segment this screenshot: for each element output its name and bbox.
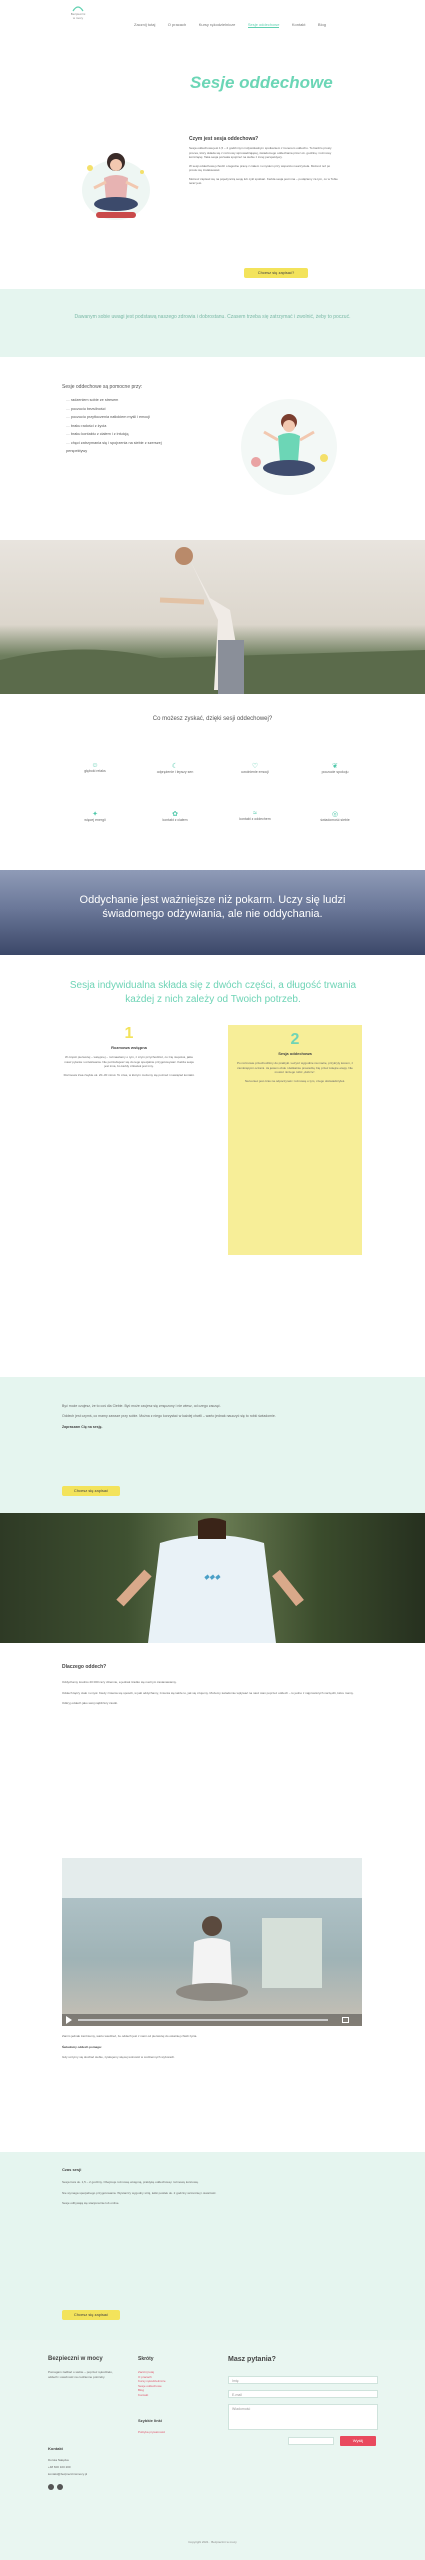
why-text [62, 1680, 364, 1706]
footer-links-title: Skróty [138, 2356, 154, 2362]
quote-text: Dawanym sobie uwagi jest podstawą naszego zdrowia i dobrostanu. Czasem trzeba się zatrzymać i zwolnić, żeby to poczuć. [74, 314, 351, 320]
benefit-item [140, 810, 210, 822]
nav-item-start[interactable]: Zacznij tutaj [134, 22, 156, 27]
relax-icon: ☺ [91, 762, 99, 769]
footer-privacy-link[interactable]: Polityka prywatności [138, 2430, 166, 2434]
body-icon: ✿ [172, 811, 178, 818]
benefit-item [300, 810, 370, 822]
page-title: Sesje oddechowe [190, 73, 333, 92]
why2-paragraph-2: Gdy uczymy się słuchać siebie, zyskujemy więcej wolności w codziennych wyborach. [62, 2055, 176, 2059]
hero-question: Czym jest sesja oddechowa? [189, 136, 259, 142]
benefit-item [60, 810, 130, 822]
benefit-label: uwolnienie emocji [241, 770, 269, 774]
footer-links [138, 2370, 166, 2397]
hero-illustration [80, 138, 152, 226]
video-thumbnail-icon [62, 1858, 362, 2026]
part-two-number: 2 [290, 1031, 300, 1048]
footer-contact-phone[interactable]: +48 600 100 200 [48, 2465, 71, 2469]
hero-paragraph-3: Możesz zapisać się na pojedynczą sesję lub cykl spotkań. Każda sesja jest inna – podążamy za tym, co w Tobie teraz jest. [189, 176, 338, 185]
top-nav [0, 0, 425, 26]
footer-contact-title: Kontakt [48, 2446, 63, 2451]
svg-text:◆◆◆: ◆◆◆ [203, 1574, 221, 1581]
name-field[interactable]: Imię [228, 2376, 378, 2384]
captcha-field[interactable] [288, 2437, 334, 2445]
footer-contact-email[interactable]: kontakt@bezpieczniwmocy.pl [48, 2472, 88, 2476]
part-one-text-2: Rozmowa trwa zwykle ok. 20–30 minut. To czas, w którym możemy się poznać i nawiązać kontakt. [63, 1072, 195, 1077]
benefit-label: świadomość siebie [320, 818, 350, 822]
instagram-icon[interactable] [57, 2484, 63, 2490]
mind-icon: ◎ [331, 811, 339, 818]
moon-icon: ☾ [171, 763, 179, 770]
footer-link[interactable]: Zacznij tutaj [138, 2370, 155, 2374]
parts-headline: Sesja indywidualna składa się z dwóch części, a długość trwania każdej z nich zależy od Twoich potrzeb. [69, 980, 357, 1005]
footer-quicklinks-title: Szybkie linki [138, 2418, 163, 2423]
needs-item: — poczuciu bezsilności [66, 405, 176, 414]
part-two-title: Sesja oddechowa [278, 1051, 312, 1056]
time-paragraph-2: Nie wymaga specjalnego przygotowania. Wystarczy wygodny strój, lekki posiłek ok. 2 godziny wcześniej i otwartość. [62, 2190, 217, 2195]
heart-icon: ♡ [251, 763, 259, 770]
message-field[interactable]: Wiadomość [228, 2404, 378, 2430]
meditation-video[interactable] [62, 1858, 362, 2026]
footer-link[interactable]: Kursy rękodzielnicze [138, 2379, 166, 2383]
needs-title: Sesje oddechowe są pomocne przy: [62, 384, 143, 390]
hero-paragraph-1: Sesja oddechowa jest 1,5 – 2 godzinnym indywidualnym spotkaniem z trenerem oddechu. To bardzo prosty proces, który składa się z rozmowy wprowadzającej, świadomego oddechania przez ok. godzinę i rozmowy kończącej. Taka sesja pozwala spojrzeć na siebie z innej perspektywy. [189, 146, 332, 159]
meditating-woman-icon [80, 138, 152, 226]
nav-menu [134, 13, 334, 31]
part-two-text: Po rozmowie przechodzimy do praktyki. Leżysz wygodnie na macie, przykryty kocem, z zamkniętymi oczami. Ja jestem obok i delikatnie prowadzę Cię przez kolejne etapy. Nie musisz niczego robić „dobrze”. [236, 1061, 354, 1074]
benefit-item [300, 762, 370, 774]
send-button[interactable]: Wyślij [340, 2436, 376, 2446]
invite-paragraph-1: Być może czujesz, że to coś dla Ciebie. Być może czujesz się zmęczony i nie wiesz, od czego zacząć. [62, 1404, 221, 1408]
shirt-back-icon [0, 1513, 425, 1643]
why-paragraph-1: Oddychamy średnio 20 000 razy dziennie, a jednak rzadko się nad tym zastanawiamy. [62, 1680, 177, 1684]
benefit-item [60, 762, 130, 773]
logo-text-bottom: w mocy [72, 16, 84, 20]
hero-text [189, 136, 339, 186]
benefit-label: kontakt z oddechem [239, 817, 271, 821]
why-more-text [62, 2034, 364, 2060]
why2-paragraph-1: Zanim jednak zaczniemy, warto wiedzieć, że oddech jest z nami od pierwszej do ostatniej chwili życia. [62, 2034, 198, 2038]
footer-link[interactable]: Blog [138, 2388, 145, 2392]
benefit-label: głęboki relaks [84, 769, 106, 773]
needs-item: — poczuciu przytłoczenia natłokiem myśli i emocji [66, 413, 176, 422]
play-icon[interactable] [66, 2016, 72, 2024]
footer-brand-title: Bezpieczni w mocy [48, 2356, 103, 2362]
logo-text-top: Bezpieczni [70, 12, 86, 16]
facebook-icon[interactable] [48, 2484, 54, 2490]
yoga-woman-icon [234, 392, 344, 502]
site-logo[interactable] [66, 5, 90, 21]
needs-item: — braku kontaktu z ciałem i z intuicją [66, 430, 176, 439]
part-one-title: Rozmowa wstępna [111, 1045, 147, 1050]
benefit-item [220, 810, 290, 821]
email-field[interactable]: E-mail [228, 2390, 378, 2398]
social-icons [48, 2484, 72, 2490]
video-progress-bar[interactable] [78, 2019, 328, 2021]
footer-contact-name: Dorota Nałęcka [48, 2458, 69, 2462]
benefit-label: odprężenie i lepszy sen [156, 770, 194, 774]
part-one-text: W części pierwszej – wstępnej – rozmawiamy o tym, z czym przychodzisz, co Cię niepokoi, jakie masz pytania i oczekiwania. Nie potrzebujesz się do tego specjalnie przygotowywać. Każda sesja jest inna, bo każdy człowiek jest inny. [64, 1055, 194, 1068]
why-paragraph-3: Odkryj oddech jako swój najbliższy zasób. [62, 1701, 119, 1705]
needs-item: — radzeniem sobie ze stresem [66, 396, 176, 405]
woman-silhouette-icon [0, 540, 425, 694]
logo-mark-icon [72, 5, 84, 12]
needs-illustration [234, 392, 344, 502]
why-title: Dlaczego oddech? [62, 1664, 107, 1670]
nav-item-works[interactable]: O pracach [167, 22, 187, 27]
benefit-item [220, 762, 290, 774]
time-title: Czas sesji [62, 2167, 82, 2172]
part-one-number: 1 [124, 1025, 134, 1042]
needs-list [66, 396, 176, 456]
benefit-label: poczucie spokoju [321, 770, 349, 774]
why2-heading: Świadomy oddech pomaga: [62, 2044, 102, 2049]
needs-item: — braku radości z życia [66, 422, 176, 431]
invite-text [62, 1404, 362, 1430]
nav-item-contact[interactable]: Kontakt [291, 22, 306, 27]
video-controls[interactable] [62, 2014, 362, 2026]
time-text [62, 2180, 364, 2206]
part-one-card [62, 1025, 196, 1255]
time-paragraph-3: Sesje odbywają się stacjonarnie lub online. [62, 2201, 120, 2205]
part-two-text-2: Na koniec jest czas na odpoczynek i rozmowę o tym, czego doświadczyłeś. [244, 1078, 346, 1083]
contact-form-title: Masz pytania? [228, 2356, 276, 2363]
breath-quote-text: Oddychanie jest ważniejsze niż pokarm. Uczy się ludzi świadomego odżywiania, ale nie oddychania. [79, 894, 346, 921]
why-paragraph-2: Oddech łączy ciało i umysł. Kiedy zmienia się sposób, w jaki oddychamy, zmienia się także to, jak się czujemy. Możemy świadomie wpływać na nasz stan poprzez oddech – to jedno z najprostszych narzędzi, które mamy. [62, 1690, 354, 1695]
nav-item-blog[interactable]: Blog [317, 22, 326, 27]
woman-shirt-photo [0, 1513, 425, 1643]
needs-item: — chęci zatrzymania się i spojrzenia na siebie z szerszej perspektywy [66, 439, 176, 456]
part-two-card [228, 1025, 362, 1255]
footer-link[interactable]: O pracach [138, 2374, 152, 2379]
signup-button-hero[interactable]: Chcesz się zapisać? [244, 268, 308, 278]
stretching-woman-photo [0, 540, 425, 694]
footer-brand-text: Pomagam zadbać o siebie – poprzez rękodzieło, oddech i uważność na codzienne potrzeby. [48, 2370, 113, 2379]
signup-button-invite[interactable]: Chcesz się zapisać [62, 1486, 120, 1496]
benefit-label: więcej energii [84, 818, 106, 822]
signup-button-time[interactable]: Chcesz się zapisać [62, 2310, 120, 2320]
hero-paragraph-2: W sesji oddechowej chodzi o łagodne pracę z ciałem i umysłem przy wsparciu nauczyciela. Możesz też po prostu się zrelaksować. [189, 163, 331, 172]
time-paragraph-1: Sesja trwa ok. 1,5 – 2 godziny. Obejmuje rozmowę wstępną, praktykę oddechową i rozmowę końcową. [62, 2180, 199, 2184]
invite-paragraph-2: Oddech jest czymś, co mamy zawsze przy sobie. Można z niego korzystać w każdej chwili – warto jednak nauczyć się to robić świadomie. [62, 1414, 276, 1419]
copyright: Copyright 2021 · Bezpieczni w mocy [188, 2540, 237, 2544]
footer-link[interactable]: Kontakt [138, 2392, 149, 2397]
leaf-icon: ❦ [332, 763, 338, 770]
benefits-grid [60, 762, 370, 852]
quote-band [0, 289, 425, 357]
footer-link[interactable]: Sesje oddechowe [138, 2383, 162, 2388]
benefits-title: Co możesz zyskać, dzięki sesji oddechowej? [152, 716, 273, 722]
fullscreen-icon[interactable] [342, 2017, 349, 2023]
invite-paragraph-3: Zapraszam Cię na sesję. [62, 1424, 103, 1429]
benefit-label: kontakt z ciałem [162, 818, 188, 822]
nav-item-breath[interactable]: Sesje oddechowe [247, 22, 280, 27]
benefit-item [140, 762, 210, 774]
energy-icon: ✦ [92, 811, 98, 818]
nav-item-courses[interactable]: Kursy rękodzielnicze [198, 22, 236, 27]
breath-icon: ≈ [253, 810, 257, 817]
